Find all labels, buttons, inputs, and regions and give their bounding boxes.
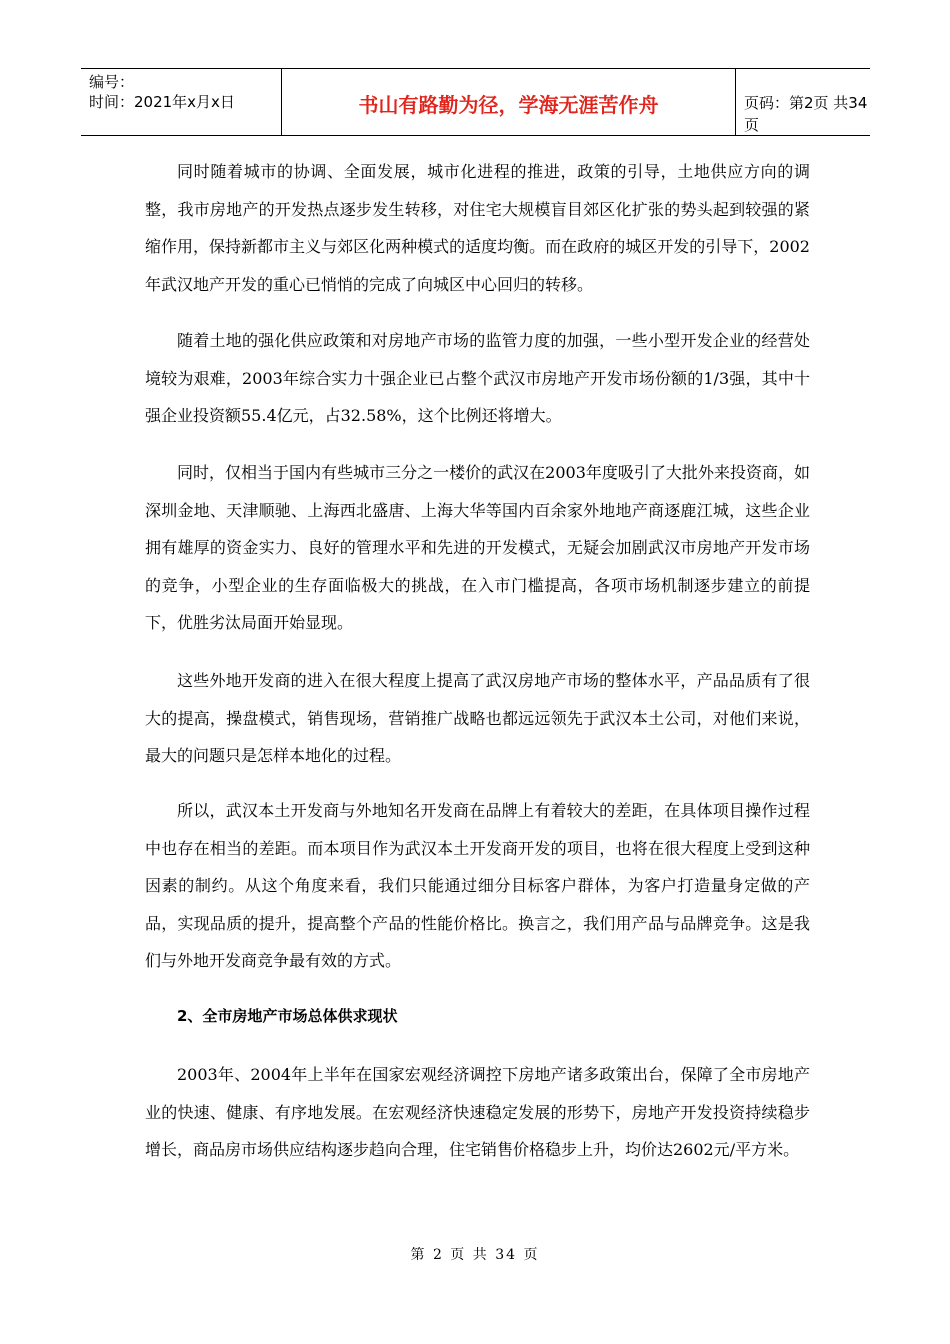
header-motto: 书山有路勤为径，学海无涯苦作舟: [358, 93, 659, 117]
document-date: 时间：2021年x月x日: [89, 93, 235, 111]
section-heading: 2、全市房地产市场总体供求现状: [177, 1007, 398, 1025]
document-number-label: 编号：: [89, 73, 135, 91]
paragraph-2: 随着土地的强化供应政策和对房地产市场的监管力度的加强，一些小型开发企业的经营处境较为艰难，2003年综合实力十强企业已占整个武汉市房地产开发市场份额的1/3强，其中十强企业投资额55.4亿元，占32.58%，这个比例还将增大。: [145, 331, 810, 425]
paragraph-4: 这些外地开发商的进入在很大程度上提高了武汉房地产市场的整体水平，产品品质有了很大的提高，操盘模式，销售现场，营销推广战略也都远远领先于武汉本土公司，对他们来说，最大的问题只是怎样本地化的过程。: [145, 671, 810, 765]
paragraph-3: 同时，仅相当于国内有些城市三分之一楼价的武汉在2003年度吸引了大批外来投资商，如深圳金地、天津顺驰、上海西北盛唐、上海大华等国内百余家外地地产商逐鹿江城，这些企业拥有雄厚的资金实力、良好的管理水平和先进的开发模式，无疑会加剧武汉市房地产开发市场的竞争，小型企业的生存面临极大的挑战，在入市门槛提高，各项市场机制逐步建立的前提下，优胜劣汰局面开始显现。: [145, 463, 810, 632]
header-page-info: 页码：第2页 共34页: [744, 94, 868, 134]
header-motto-cell: [281, 69, 736, 135]
header-meta-cell: [81, 69, 281, 135]
paragraph-1: 同时随着城市的协调、全面发展，城市化进程的推进，政策的引导，土地供应方向的调整，我市房地产的开发热点逐步发生转移，对住宅大规模盲目郊区化扩张的势头起到较强的紧缩作用，保持新都市主义与郊区化两种模式的适度均衡。而在政府的城区开发的引导下，2002年武汉地产开发的重心已悄悄的完成了向城区中心回归的转移。: [145, 162, 810, 294]
header-table: [81, 68, 870, 136]
paragraph-6: 2003年、2004年上半年在国家宏观经济调控下房地产诸多政策出台，保障了全市房地产业的快速、健康、有序地发展。在宏观经济快速稳定发展的形势下，房地产开发投资持续稳步增长，商品房市场供应结构逐步趋向合理，住宅销售价格稳步上升，均价达2602元/平方米。: [145, 1065, 810, 1159]
page-footer: 第 2 页 共 34 页: [410, 1247, 540, 1263]
paragraph-5: 所以，武汉本土开发商与外地知名开发商在品牌上有着较大的差距，在具体项目操作过程中也存在相当的差距。而本项目作为武汉本土开发商开发的项目，也将在很大程度上受到这种因素的制约。从这个角度来看，我们只能通过细分目标客户群体，为客户打造量身定做的产品，实现品质的提升，提高整个产品的性能价格比。换言之，我们用产品与品牌竞争。这是我们与外地开发商竞争最有效的方式。: [145, 801, 810, 970]
